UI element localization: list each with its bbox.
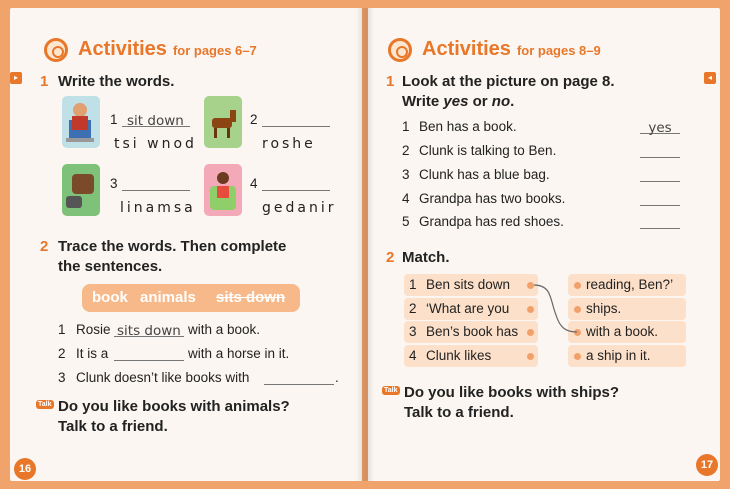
match-left-3-number: 3	[409, 324, 417, 339]
match-right-4-text: a ship in it.	[586, 348, 651, 363]
r-ex2-prompt: Match.	[402, 249, 450, 266]
r-ex1-number: 1	[386, 73, 395, 90]
r-ex1-prompt2-yes: yes	[443, 93, 469, 110]
sentence-3-pre: Clunk doesn’t like books with	[76, 370, 250, 385]
ex2-prompt-line1: Trace the words. Then complete	[58, 238, 287, 255]
ex2-prompt-line2: the sentences.	[58, 258, 163, 275]
r-ex1-prompt2-post: .	[510, 93, 515, 110]
match-right-2-text: ships.	[586, 301, 622, 316]
r-ex1-item-5-text: Grandpa has red shoes.	[419, 214, 564, 229]
left-header-subtitle: for pages 6–7	[172, 43, 257, 58]
match-left-1-number: 1	[409, 277, 417, 292]
page-tab-marker-left: ▸	[10, 72, 22, 84]
right-header-title: Activities	[422, 38, 511, 60]
ex1-number: 1	[40, 73, 49, 90]
ex2-number: 2	[40, 238, 49, 255]
ex1-item-2-number: 2	[250, 112, 258, 127]
sentence-1-answer: sits down	[117, 323, 181, 339]
r-ex1-prompt2-mid: or	[468, 93, 492, 110]
ex1-item-1-answer: sit down	[127, 113, 184, 129]
left-talk-icon: Talk	[38, 401, 52, 408]
r-ex2-number: 2	[386, 249, 395, 266]
match-left-3-text: Ben’s book has	[426, 324, 519, 339]
word-book: book	[92, 289, 128, 306]
r-ex1-item-2-number: 2	[402, 143, 410, 158]
r-ex1-prompt2-no: no	[491, 93, 511, 110]
left-talk-line2: Talk to a friend.	[58, 418, 168, 435]
ex1-item-4-scramble: gedanir	[262, 200, 337, 216]
r-ex1-item-1-answer: yes	[648, 120, 672, 136]
match-left-1-text: Ben sits down	[426, 277, 511, 292]
match-right-1-text: reading, Ben?’	[586, 277, 674, 292]
ex1-item-3-number: 3	[110, 176, 118, 191]
left-page-number: 16	[14, 458, 36, 480]
right-talk-line1: Do you like books with ships?	[404, 384, 620, 401]
r-ex1-prompt-line1: Look at the picture on page 8.	[402, 73, 615, 90]
word-sits-down: sits down	[216, 289, 286, 306]
sentence-1-pre: Rosie	[76, 322, 111, 337]
sentence-2-post: with a horse in it.	[188, 346, 290, 361]
right-talk-line2: Talk to a friend.	[404, 404, 514, 421]
r-ex1-item-3-text: Clunk has a blue bag.	[419, 167, 550, 182]
match-left-2-number: 2	[409, 301, 417, 316]
ex1-item-1-scramble: tsi wnod	[114, 136, 197, 152]
r-ex1-item-5-number: 5	[402, 214, 410, 229]
word-animals: animals	[140, 289, 196, 306]
sentence-2-number: 2	[58, 346, 66, 361]
right-talk-icon: Talk	[384, 387, 398, 394]
match-left-2-text: ‘What are you	[426, 301, 510, 316]
left-header-title: Activities	[78, 38, 167, 60]
r-ex1-item-4-text: Grandpa has two books.	[419, 191, 566, 206]
r-ex1-item-1-text: Ben has a book.	[419, 119, 517, 134]
ex1-item-2-scramble: roshe	[262, 136, 316, 152]
r-ex1-item-4-number: 4	[402, 191, 410, 206]
page-tab-marker-right: ◂	[704, 72, 716, 84]
match-right-3-text: with a book.	[586, 324, 659, 339]
match-left-4-text: Clunk likes	[426, 348, 492, 363]
r-ex1-item-2-text: Clunk is talking to Ben.	[419, 143, 557, 158]
ex1-item-3-scramble: linamsa	[120, 200, 196, 216]
sentence-1-post: with a book.	[188, 322, 261, 337]
match-left-4-number: 4	[409, 348, 417, 363]
right-page-number: 17	[696, 454, 718, 476]
r-ex1-item-3-number: 3	[402, 167, 410, 182]
r-ex1-prompt2-pre: Write	[402, 93, 444, 110]
ex1-item-1-number: 1	[110, 112, 118, 127]
ex1-item-4-number: 4	[250, 176, 258, 191]
ex1-prompt: Write the words.	[58, 73, 175, 90]
left-talk-line1: Do you like books with animals?	[58, 398, 290, 415]
sentence-2-pre: It is a	[76, 346, 109, 361]
sentence-1-number: 1	[58, 322, 66, 337]
sentence-3-number: 3	[58, 370, 66, 385]
right-header-subtitle: for pages 8–9	[516, 43, 601, 58]
sentence-3-post: .	[335, 370, 339, 385]
r-ex1-item-1-number: 1	[402, 119, 410, 134]
